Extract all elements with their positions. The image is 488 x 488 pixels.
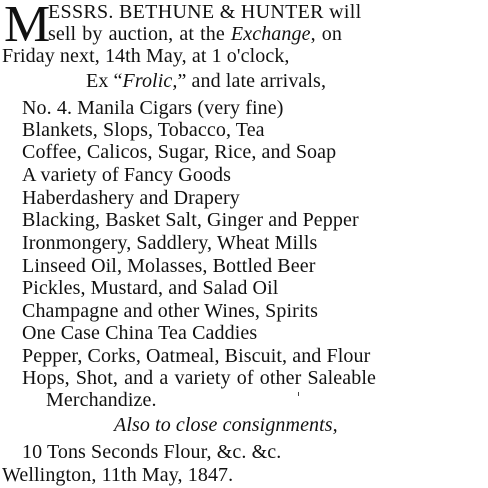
item-line: Ironmongery, Saddlery, Wheat Mills — [22, 232, 318, 254]
opening-line: ESSRS. BETHUNE & HUNTER will — [48, 1, 362, 23]
item-line: One Case China Tea Caddies — [22, 322, 258, 344]
dateline: Wellington, 11th May, 1847. — [2, 464, 234, 486]
item-line: Pepper, Corks, Oatmeal, Biscuit, and Flour — [22, 345, 371, 367]
item-line: Coffee, Calicos, Sugar, Rice, and Soap — [22, 141, 337, 163]
item-line: Blacking, Basket Salt, Ginger and Pepper — [22, 209, 359, 231]
also-heading: Also to close consignments, — [114, 414, 338, 436]
ship-suffix: ” and late arrivals, — [177, 70, 327, 92]
item-line: Blankets, Slops, Tobacco, Tea — [22, 119, 265, 141]
flour-line: 10 Tons Seconds Flour, &c. &c. — [22, 441, 282, 463]
ship-prefix: Ex “ — [86, 70, 123, 92]
item-line: Champagne and other Wines, Spirits — [22, 300, 319, 322]
drop-cap: M — [4, 0, 51, 53]
item-line: Pickles, Mustard, and Salad Oil — [22, 277, 279, 299]
item-line: No. 4. Manila Cigars (very fine) — [22, 97, 284, 119]
item-line: Haberdashery and Drapery — [22, 187, 240, 209]
print-speck — [298, 392, 299, 396]
auction-text-end: , on — [310, 23, 342, 45]
exchange-venue: Exchange — [230, 23, 311, 45]
item-continuation: Merchandize. — [46, 389, 157, 411]
item-line: Linseed Oil, Molasses, Bottled Beer — [22, 255, 316, 277]
item-line: A variety of Fancy Goods — [22, 164, 232, 186]
ship-name: Frolic, — [122, 70, 178, 92]
sale-date-line: Friday next, 14th May, at 1 o'clock, — [2, 45, 290, 67]
auction-line — [48, 23, 342, 45]
ship-line — [86, 70, 326, 92]
item-line: Hops, Shot, and a variety of other Saleable — [22, 367, 376, 389]
auction-text: sell by auction, at the — [48, 23, 231, 45]
